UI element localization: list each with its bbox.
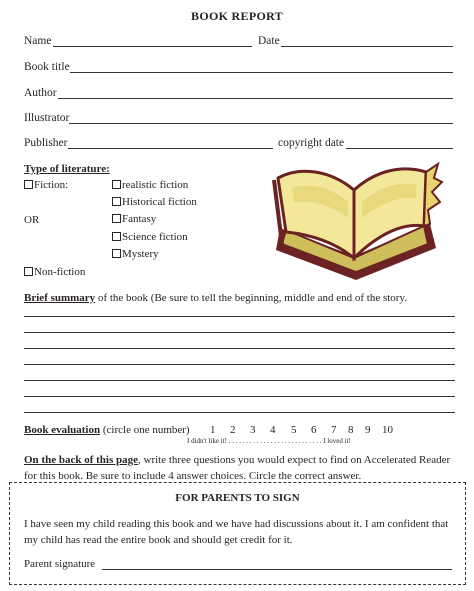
open-book-icon bbox=[270, 158, 446, 280]
fantasy-checkbox[interactable] bbox=[112, 213, 156, 225]
option-label: Historical fiction bbox=[122, 196, 197, 208]
summary-line[interactable] bbox=[24, 396, 455, 397]
back-page-instructions bbox=[24, 452, 454, 484]
fiction-checkbox[interactable] bbox=[24, 179, 68, 191]
illustrator-line[interactable] bbox=[69, 123, 453, 124]
illustrator-label: Illustrator bbox=[24, 112, 70, 124]
historical-fiction-checkbox[interactable] bbox=[112, 196, 197, 208]
rating-5[interactable]: 5 bbox=[291, 424, 297, 436]
parents-sign-box bbox=[9, 482, 466, 585]
checkbox-box[interactable] bbox=[112, 197, 121, 206]
rating-scale-caption bbox=[187, 437, 351, 445]
rating-high-label: I loved it! bbox=[323, 437, 351, 445]
copyright-date-label: copyright date bbox=[278, 137, 345, 149]
checkbox-box[interactable] bbox=[112, 249, 121, 258]
back-page-text: , write three questions you would expect to find on Accelerated Reader for this book. Be sure to include 4 answer choices. Circle the correct answer. bbox=[24, 454, 451, 482]
publisher-line[interactable] bbox=[68, 148, 273, 149]
summary-line[interactable] bbox=[24, 332, 455, 333]
page-title: BOOK REPORT bbox=[191, 9, 283, 23]
rating-7[interactable]: 7 bbox=[331, 424, 337, 436]
summary-text: of the book (Be sure to tell the beginning, middle and end of the story. bbox=[97, 292, 407, 304]
rating-1[interactable]: 1 bbox=[210, 424, 216, 436]
summary-line[interactable] bbox=[24, 348, 455, 349]
parents-statement: I have seen my child reading this book and we have had discussions about it. I am confident that my child has read the entire book and should get credit for it. bbox=[24, 518, 449, 546]
checkbox-box[interactable] bbox=[24, 267, 33, 276]
author-label: Author bbox=[24, 87, 57, 99]
or-label: OR bbox=[24, 214, 40, 226]
summary-line[interactable] bbox=[24, 380, 455, 381]
summary-heading: Brief summary bbox=[24, 292, 96, 304]
option-label: realistic fiction bbox=[122, 179, 189, 191]
rating-low-label: I didn't like it! bbox=[187, 437, 227, 445]
name-label: Name bbox=[24, 35, 52, 47]
option-label: Science fiction bbox=[122, 231, 188, 243]
summary-prompt bbox=[24, 292, 407, 304]
checkbox-box[interactable] bbox=[112, 232, 121, 241]
author-line[interactable] bbox=[58, 98, 453, 99]
option-label: Fantasy bbox=[122, 213, 157, 225]
parents-heading: FOR PARENTS TO SIGN bbox=[175, 492, 300, 504]
date-label: Date bbox=[258, 35, 280, 47]
nonfiction-checkbox[interactable] bbox=[24, 266, 85, 278]
science-fiction-checkbox[interactable] bbox=[112, 231, 188, 243]
name-line[interactable] bbox=[53, 46, 252, 47]
mystery-checkbox[interactable] bbox=[112, 248, 159, 260]
parent-signature-label: Parent signature bbox=[24, 558, 96, 570]
date-line[interactable] bbox=[281, 46, 453, 47]
rating-2[interactable]: 2 bbox=[230, 424, 236, 436]
summary-line[interactable] bbox=[24, 412, 455, 413]
checkbox-box[interactable] bbox=[24, 180, 33, 189]
option-label: Mystery bbox=[122, 248, 159, 260]
checkbox-box[interactable] bbox=[112, 214, 121, 223]
evaluation-heading: Book evaluation bbox=[24, 424, 101, 436]
literature-heading: Type of literature: bbox=[24, 163, 110, 175]
checkbox-box[interactable] bbox=[112, 180, 121, 189]
rating-6[interactable]: 6 bbox=[311, 424, 317, 436]
book-title-line[interactable] bbox=[70, 72, 453, 73]
publisher-label: Publisher bbox=[24, 137, 68, 149]
rating-8[interactable]: 8 bbox=[348, 424, 354, 436]
rating-3[interactable]: 3 bbox=[250, 424, 256, 436]
evaluation-instruction: (circle one number) bbox=[102, 424, 190, 436]
copyright-date-line[interactable] bbox=[346, 148, 453, 149]
rating-9[interactable]: 9 bbox=[365, 424, 371, 436]
parent-signature-line[interactable] bbox=[102, 569, 452, 570]
summary-line[interactable] bbox=[24, 316, 455, 317]
evaluation-prompt bbox=[24, 424, 190, 436]
rating-10[interactable]: 10 bbox=[382, 424, 393, 436]
back-page-heading: On the back of this page bbox=[24, 454, 138, 466]
realistic-fiction-checkbox[interactable] bbox=[112, 179, 188, 191]
rating-4[interactable]: 4 bbox=[270, 424, 276, 436]
nonfiction-label: Non-fiction bbox=[34, 266, 86, 278]
fiction-label: Fiction: bbox=[34, 179, 69, 191]
book-title-label: Book title bbox=[24, 61, 70, 73]
summary-line[interactable] bbox=[24, 364, 455, 365]
rating-dots: . . . . . . . . . . . . . . . . . . . . . . . . . . . bbox=[228, 437, 322, 445]
